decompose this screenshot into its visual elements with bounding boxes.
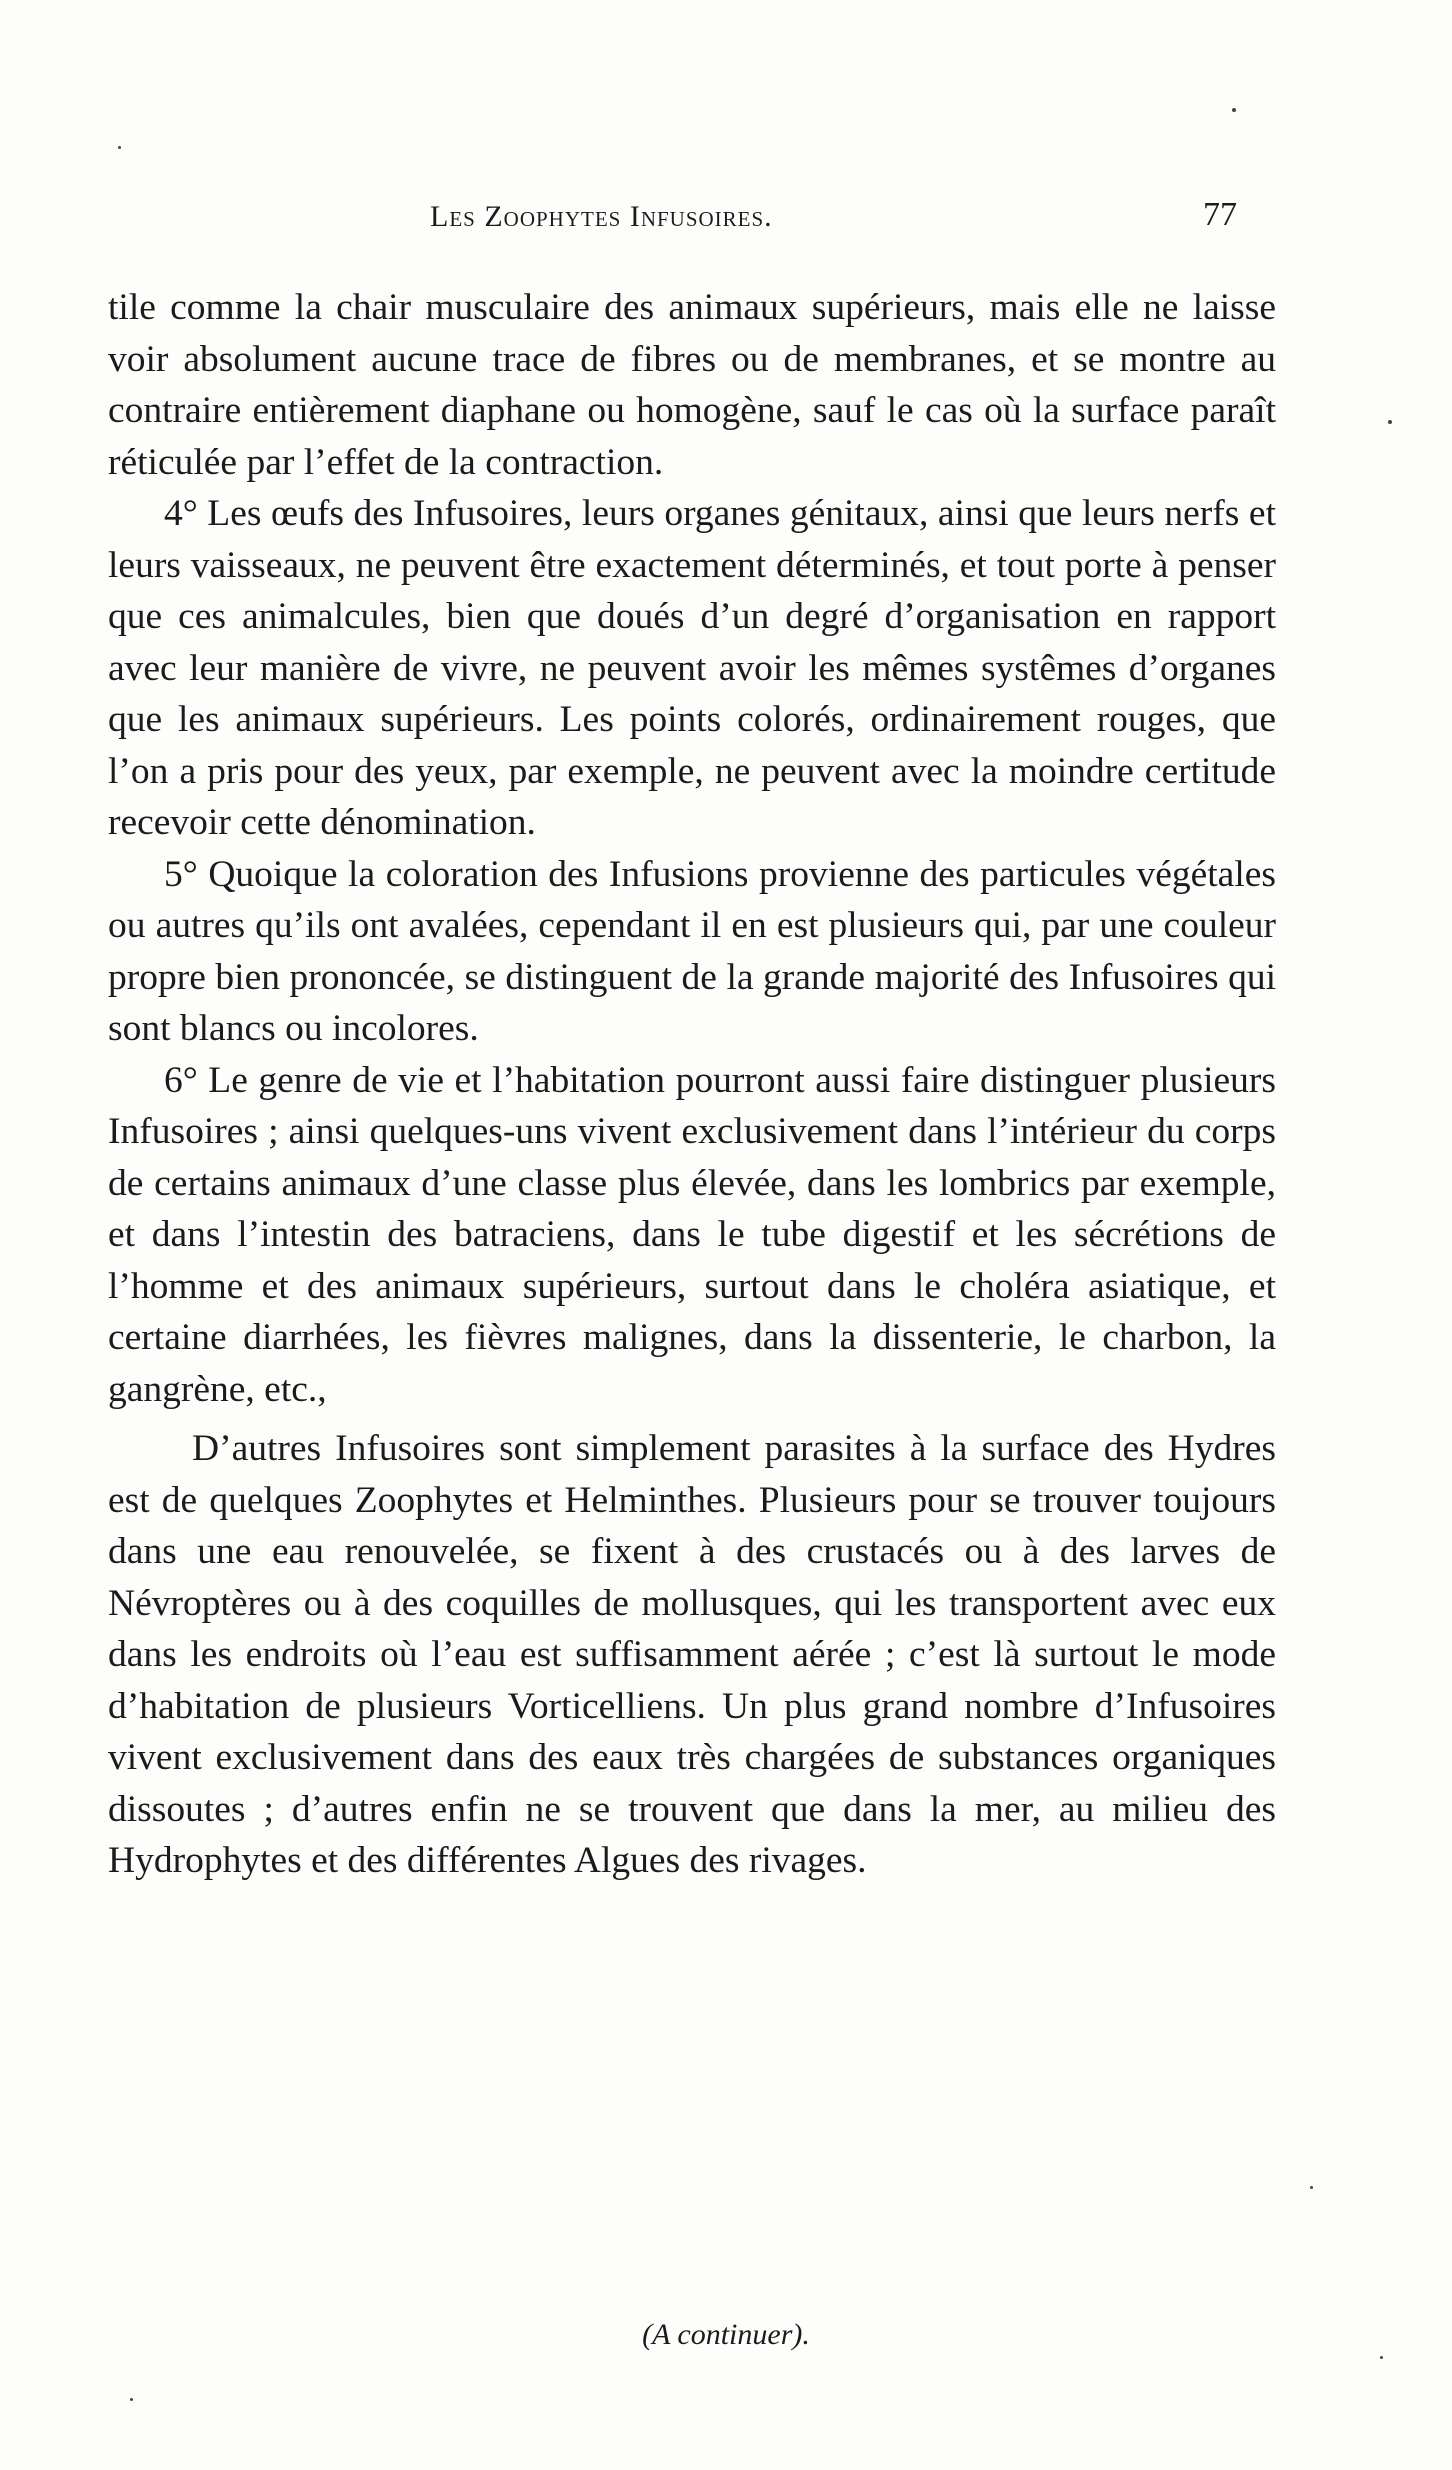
scan-speck (118, 146, 121, 149)
scan-speck (130, 2398, 133, 2401)
scan-speck (1232, 108, 1236, 112)
paragraph-parasites: D’autres Infusoires sont simplement parasites à la surface des Hydres est de quelques Zoophytes et Helminthes. Plusieurs pour se trouver toujours dans une eau renouvelée, se fixent à des crustacés ou à des larves de Névroptères ou à des coquilles de mollusques, qui les transportent avec eux dans les endroits où l’eau est suffisamment aérée ; c’est là surtout le mode d’habitation de plusieurs Vorticelliens. Un plus grand nombre d’Infusoires vivent exclusivement dans des eaux très chargées de substances organiques dissoutes ; d’autres enfin ne se trouvent que dans la mer, au milieu des Hydrophytes et des différentes Algues des rivages. (108, 1428, 1276, 1881)
paragraph-point-4: 4° Les œufs des Infusoires, leurs organes génitaux, ainsi que leurs nerfs et leurs vaisseaux, ne peuvent être exactement déterminés, et tout porte à penser que ces animalcules, bien que doués d’un degré d’organisation en rapport avec leur manière de vivre, ne peuvent avoir les mêmes systêmes d’organes que les animaux supérieurs. Les points colorés, ordinairement rouges, que l’on a pris pour des yeux, par exemple, ne peuvent avec la moindre certitude recevoir cette dénomination. (108, 493, 1276, 843)
running-title: Les Zoophytes Infusoires. (430, 200, 773, 233)
scan-speck (1380, 2356, 1383, 2359)
to-be-continued: (A continuer). (642, 2318, 810, 2351)
scan-speck (1388, 420, 1392, 424)
paragraph-point-5: 5° Quoique la coloration des Infusions provienne des particules végétales ou autres qu’ils ont avalées, cependant il en est plusieurs qui, par une couleur propre bien prononcée, se distinguent de la grande majorité des Infusoires qui sont blancs ou incolores. (108, 853, 1276, 1049)
body-text (108, 282, 1276, 1887)
page-number: 77 (1203, 196, 1237, 233)
paragraph-point-6: 6° Le genre de vie et l’habitation pourront aussi faire distinguer plusieurs Infusoires ; ainsi quelques-uns vivent exclusivement dans l’intérieur du corps de certains animaux d’une classe plus élevée, dans les lombrics par exemple, et dans l’intestin des batraciens, dans le tube digestif et les sécrétions de l’homme et des animaux supérieurs, surtout dans le choléra asiatique, et certaine diarrhées, les fièvres malignes, dans la dissenterie, le charbon, la gangrène, etc., (108, 1059, 1276, 1410)
paragraph-continuation: tile comme la chair musculaire des animaux supérieurs, mais elle ne laisse voir absolument aucune trace de fibres ou de membranes, et se montre au contraire entièrement diaphane ou homogène, sauf le cas où la surface paraît réticulée par l’effet de la contraction. (108, 287, 1276, 483)
scan-speck (1310, 2186, 1313, 2189)
